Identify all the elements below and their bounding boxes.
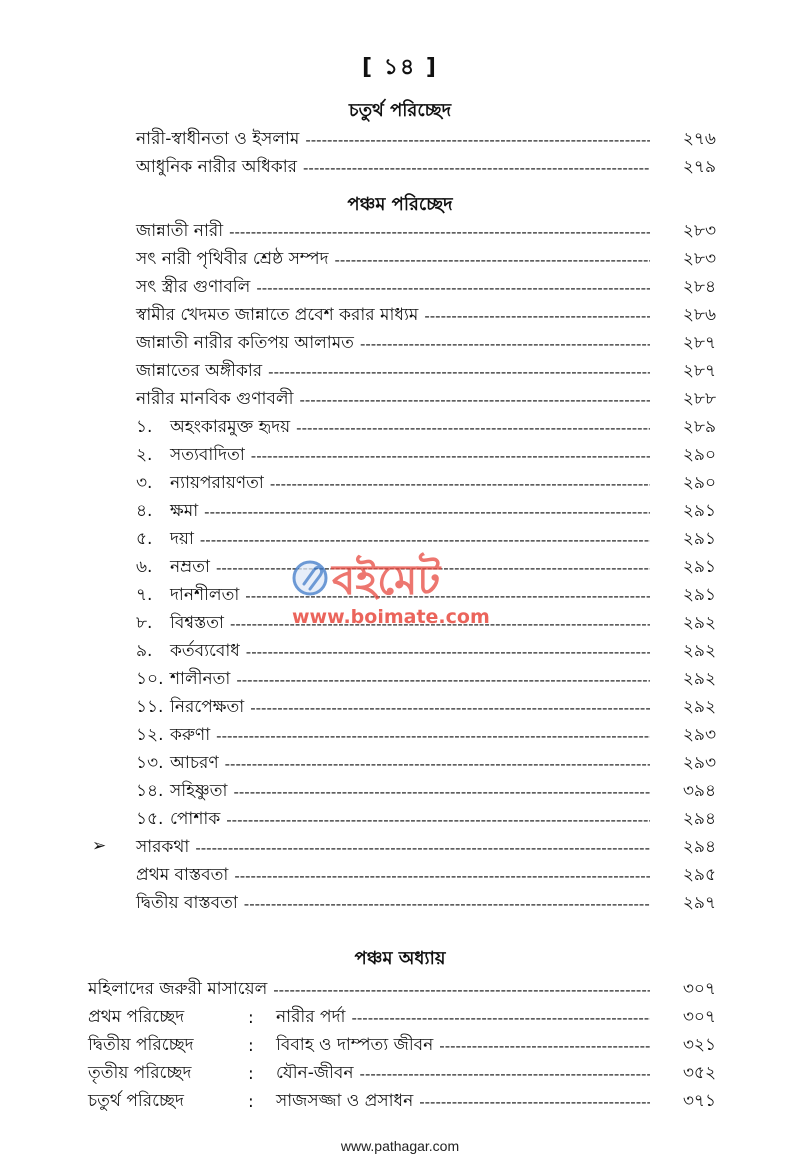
dot-leader (234, 867, 650, 885)
entry-title: বিবাহ ও দাম্পত্য জীবন (276, 1035, 434, 1055)
entry-title: নিরপেক্ষতা (170, 697, 245, 717)
entry-page: ২৯১ (682, 585, 716, 605)
entry-page: ২৮৭ (682, 333, 716, 353)
entry-title: সহিষ্ণুতা (170, 781, 228, 801)
entry-number: ১০. (136, 669, 164, 689)
dot-leader (233, 783, 650, 801)
toc-entry[interactable] (136, 302, 716, 330)
entry-page: ২৯৪ (682, 809, 716, 829)
entry-number: ১১. (136, 697, 164, 717)
entry-page: ২৮৬ (682, 305, 716, 325)
toc-entry[interactable] (136, 358, 716, 386)
dot-leader (268, 363, 650, 381)
entry-title: সত্যবাদিতা (170, 445, 245, 465)
toc-numbered-entry[interactable] (136, 778, 716, 806)
toc-chapter-entry[interactable] (88, 1032, 716, 1060)
entry-page: ২৮৪ (682, 277, 716, 297)
entry-title: জান্নাতের অঙ্গীকার (136, 361, 263, 381)
dot-leader (226, 811, 650, 829)
entry-number: ৩. (136, 473, 153, 493)
entry-title: দানশীলতা (170, 585, 240, 605)
entry-title: সৎ স্ত্রীর গুণাবলি (136, 277, 251, 297)
entry-page: ২৮৯ (682, 417, 716, 437)
entry-title: যৌন-জীবন (276, 1063, 354, 1083)
entry-page: ২৯২ (682, 697, 716, 717)
toc-chapter-entry[interactable] (88, 1088, 716, 1116)
entry-number: ৬. (136, 557, 153, 577)
chapter-label: প্রথম পরিচ্ছেদ (88, 1007, 185, 1027)
toc-entry[interactable] (136, 218, 716, 246)
dot-leader (296, 419, 650, 437)
toc-chapter-entry[interactable] (88, 1004, 716, 1032)
entry-title: দ্বিতীয় বাস্তবতা (136, 893, 238, 913)
toc-numbered-entry[interactable] (136, 498, 716, 526)
arrow-bullet-icon: ➢ (92, 836, 107, 856)
page-footer: www.pathagar.com (340, 1138, 460, 1154)
entry-page: ৩২১ (682, 1035, 716, 1055)
entry-number: ১৩. (136, 753, 164, 773)
entry-title: বিশ্বস্ততা (170, 613, 224, 633)
entry-page: ৩৫২ (682, 1063, 716, 1083)
dot-leader (270, 475, 650, 493)
entry-title: নারীর পর্দা (276, 1007, 346, 1027)
entry-number: ৫. (136, 529, 153, 549)
entry-number: ৮. (136, 613, 153, 633)
entry-title: ক্ষমা (170, 501, 199, 521)
chapter-label: চতুর্থ পরিচ্ছেদ (88, 1091, 184, 1111)
chapter-colon: : (248, 1092, 254, 1112)
entry-page: ৩৯৪ (682, 781, 716, 801)
entry-number: ১২. (136, 725, 164, 745)
chapter-colon: : (248, 1064, 254, 1084)
dot-leader (246, 643, 650, 661)
entry-number: ১৪. (136, 781, 164, 801)
toc-entry[interactable] (88, 976, 716, 1004)
toc-numbered-entry[interactable] (136, 666, 716, 694)
entry-page: ২৭৬ (682, 129, 716, 149)
dot-leader (299, 391, 650, 409)
entry-page: ২৯০ (682, 473, 716, 493)
entry-page: ২৯২ (682, 669, 716, 689)
dot-leader (360, 335, 650, 353)
entry-page: ৩৭১ (682, 1091, 716, 1111)
entry-title: স্বামীর খেদমত জান্নাতে প্রবেশ করার মাধ্যম (136, 305, 419, 325)
entry-page: ২৯২ (682, 641, 716, 661)
dot-leader (251, 447, 650, 465)
dot-leader (250, 699, 650, 717)
dot-leader (216, 727, 650, 745)
dot-leader (335, 251, 651, 269)
entry-title: জান্নাতী নারী (136, 221, 224, 241)
entry-title: মহিলাদের জরুরী মাসায়েল (88, 979, 268, 999)
entry-title: অহংকারমুক্ত হৃদয় (170, 417, 291, 437)
entry-number: ৭. (136, 585, 153, 605)
entry-page: ২৮৩ (682, 249, 716, 269)
dot-leader (256, 279, 650, 297)
entry-title: সারকথা (136, 837, 190, 857)
dot-leader (351, 1009, 650, 1027)
entry-page: ২৯২ (682, 613, 716, 633)
toc-numbered-entry[interactable] (136, 638, 716, 666)
dot-leader (204, 503, 650, 521)
toc-numbered-entry[interactable] (136, 414, 716, 442)
watermark-url: www.boimate.com (292, 606, 490, 628)
entry-number: ১. (136, 417, 153, 437)
entry-title: করুণা (170, 725, 211, 745)
entry-page: ৩০৭ (682, 979, 716, 999)
entry-number: ৪. (136, 501, 153, 521)
toc-entry[interactable] (136, 330, 716, 358)
entry-title: সাজসজ্জা ও প্রসাধন (276, 1091, 414, 1111)
dot-leader (244, 895, 650, 913)
entry-page: ২৯৩ (682, 725, 716, 745)
toc-entry[interactable] (136, 246, 716, 274)
toc-numbered-entry[interactable] (136, 470, 716, 498)
toc-entry[interactable] (136, 862, 716, 890)
entry-title: সৎ নারী পৃথিবীর শ্রেষ্ঠ সম্পদ (136, 249, 329, 269)
entry-title: নারীর মানবিক গুণাবলী (136, 389, 294, 409)
entry-page: ২৮৮ (682, 389, 716, 409)
dot-leader (225, 755, 650, 773)
entry-page: ৩০৭ (682, 1007, 716, 1027)
toc-numbered-entry[interactable] (136, 750, 716, 778)
watermark-logo-text: বইমেট (332, 555, 441, 604)
entry-page: ২৯১ (682, 529, 716, 549)
chapter-colon: : (248, 1008, 254, 1028)
entry-page: ২৯৩ (682, 753, 716, 773)
chapter-label: তৃতীয় পরিচ্ছেদ (88, 1063, 192, 1083)
page-number: [ ১৪ ] (362, 55, 438, 80)
entry-title: প্রথম বাস্তবতা (136, 865, 229, 885)
entry-title: আধুনিক নারীর অধিকার (136, 157, 298, 177)
entry-title: নম্রতা (170, 557, 210, 577)
entry-page: ২৯৪ (682, 837, 716, 857)
toc-numbered-entry[interactable] (136, 722, 716, 750)
entry-title: পোশাক (170, 809, 221, 829)
dot-leader (305, 131, 650, 149)
dot-leader (303, 159, 650, 177)
entry-page: ২৯০ (682, 445, 716, 465)
toc-chapter-entry[interactable] (88, 1060, 716, 1088)
entry-page: ২৮৭ (682, 361, 716, 381)
entry-page: ২৯৫ (682, 865, 716, 885)
dot-leader (200, 531, 650, 549)
entry-title: জান্নাতী নারীর কতিপয় আলামত (136, 333, 354, 353)
section-heading-chapter-4: চতুর্থ পরিচ্ছেদ (348, 100, 452, 121)
toc-numbered-entry[interactable] (136, 442, 716, 470)
entry-title: আচরণ (170, 753, 219, 773)
toc-entry-summary[interactable] (136, 834, 716, 862)
toc-entry[interactable] (136, 386, 716, 414)
dot-leader (419, 1093, 650, 1111)
toc-entry[interactable] (136, 126, 716, 154)
dot-leader (439, 1037, 650, 1055)
dot-leader (236, 671, 650, 689)
entry-page: ২৮৩ (682, 221, 716, 241)
entry-title: দয়া (170, 529, 194, 549)
dot-leader (273, 981, 650, 999)
entry-title: ন্যায়পরায়ণতা (170, 473, 264, 493)
boimate-watermark-logo (290, 548, 520, 608)
toc-numbered-entry[interactable] (136, 806, 716, 834)
dot-leader (424, 307, 650, 325)
section-heading-chapter-5: পঞ্চম পরিচ্ছেদ (347, 194, 453, 215)
entry-title: নারী-স্বাধীনতা ও ইসলাম (136, 129, 300, 149)
toc-numbered-entry[interactable] (136, 694, 716, 722)
toc-entry[interactable] (136, 274, 716, 302)
entry-number: ২. (136, 445, 153, 465)
toc-entry[interactable] (136, 890, 716, 918)
entry-number: ১৫. (136, 809, 164, 829)
entry-page: ২৯১ (682, 501, 716, 521)
entry-number: ৯. (136, 641, 153, 661)
entry-title: শালীনতা (170, 669, 231, 689)
entry-title: কর্তব্যবোধ (170, 641, 240, 661)
section-heading-part-5: পঞ্চম অধ্যায় (354, 948, 446, 969)
chapter-label: দ্বিতীয় পরিচ্ছেদ (88, 1035, 194, 1055)
chapter-colon: : (248, 1036, 254, 1056)
dot-leader (360, 1065, 650, 1083)
entry-page: ২৯৭ (682, 893, 716, 913)
toc-entry[interactable] (136, 154, 716, 182)
entry-page: ২৭৯ (682, 157, 716, 177)
entry-page: ২৯১ (682, 557, 716, 577)
dot-leader (229, 223, 650, 241)
dot-leader (195, 839, 650, 857)
